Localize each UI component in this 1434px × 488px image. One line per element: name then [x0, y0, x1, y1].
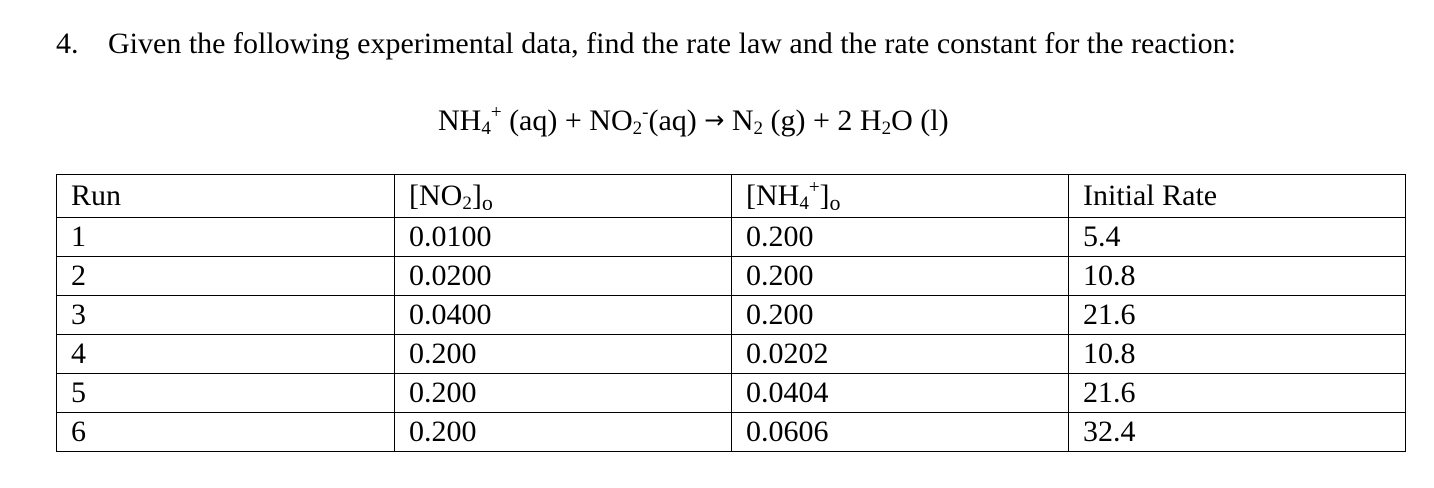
table-row — [57, 257, 1406, 296]
product-nitrogen-formula: N — [724, 104, 754, 137]
header-no2-subscript: 2 — [462, 193, 472, 214]
cell-run: 5 — [57, 374, 395, 413]
table-row — [57, 413, 1406, 452]
cell-no2: 0.200 — [395, 413, 732, 452]
cell-rate: 5.4 — [1069, 218, 1406, 257]
table-header-row — [57, 175, 1406, 218]
question-text: Given the following experimental data, find the rate law and the rate constant for the reaction: — [108, 27, 1236, 60]
reactant-ammonium-charge: + — [490, 102, 502, 123]
cell-run: 3 — [57, 296, 395, 335]
reaction-equation — [438, 100, 949, 141]
cell-nh4: 0.0202 — [732, 335, 1069, 374]
question-prompt — [56, 24, 1236, 64]
header-no2-prefix: [NO — [409, 179, 463, 212]
header-nh4-concentration — [732, 175, 1069, 218]
table-row — [57, 335, 1406, 374]
experimental-data-table — [56, 174, 1406, 452]
reactant-ammonium-subscript: 4 — [481, 118, 491, 139]
cell-nh4: 0.0606 — [732, 413, 1069, 452]
product-water-subscript: 2 — [881, 118, 892, 139]
header-nh4-prefix: [NH — [746, 179, 800, 212]
cell-rate: 10.8 — [1069, 257, 1406, 296]
cell-rate: 10.8 — [1069, 335, 1406, 374]
cell-no2: 0.0200 — [395, 257, 732, 296]
reactant-nitrite-state: (aq) — [648, 104, 705, 137]
cell-nh4: 0.0404 — [732, 374, 1069, 413]
cell-run: 6 — [57, 413, 395, 452]
product-nitrogen-subscript: 2 — [753, 118, 764, 139]
reactant-nitrite-subscript: 2 — [632, 118, 643, 139]
header-no2-suffix: ] — [471, 179, 482, 212]
cell-nh4: 0.200 — [732, 257, 1069, 296]
header-nh4-subscript: 4 — [799, 193, 809, 214]
table-row — [57, 374, 1406, 413]
cell-rate: 21.6 — [1069, 296, 1406, 335]
reactant-nitrite-formula: NO — [589, 104, 633, 137]
reactant-ammonium-state: (aq) + — [501, 104, 590, 137]
cell-run: 2 — [57, 257, 395, 296]
cell-no2: 0.200 — [395, 374, 732, 413]
header-nh4-initial-mark: o — [829, 190, 841, 215]
reaction-arrow-icon: → — [704, 106, 725, 134]
cell-nh4: 0.200 — [732, 296, 1069, 335]
cell-rate: 32.4 — [1069, 413, 1406, 452]
table-row — [57, 218, 1406, 257]
cell-run: 1 — [57, 218, 395, 257]
header-no2-initial-mark: o — [481, 190, 493, 215]
product-water-state: O (l) — [891, 104, 949, 137]
header-no2-concentration — [395, 175, 732, 218]
reactant-nitrite-charge: - — [642, 102, 649, 123]
cell-rate: 21.6 — [1069, 374, 1406, 413]
cell-no2: 0.200 — [395, 335, 732, 374]
reactant-ammonium-formula: NH — [438, 104, 482, 137]
header-initial-rate: Initial Rate — [1069, 175, 1406, 218]
cell-no2: 0.0400 — [395, 296, 732, 335]
header-nh4-charge: + — [808, 177, 820, 198]
header-run: Run — [57, 175, 395, 218]
header-nh4-suffix: ] — [819, 179, 830, 212]
product-nitrogen-state: (g) + 2 H — [763, 104, 882, 137]
cell-run: 4 — [57, 335, 395, 374]
question-number: 4. — [56, 27, 79, 60]
table-row — [57, 296, 1406, 335]
cell-no2: 0.0100 — [395, 218, 732, 257]
cell-nh4: 0.200 — [732, 218, 1069, 257]
